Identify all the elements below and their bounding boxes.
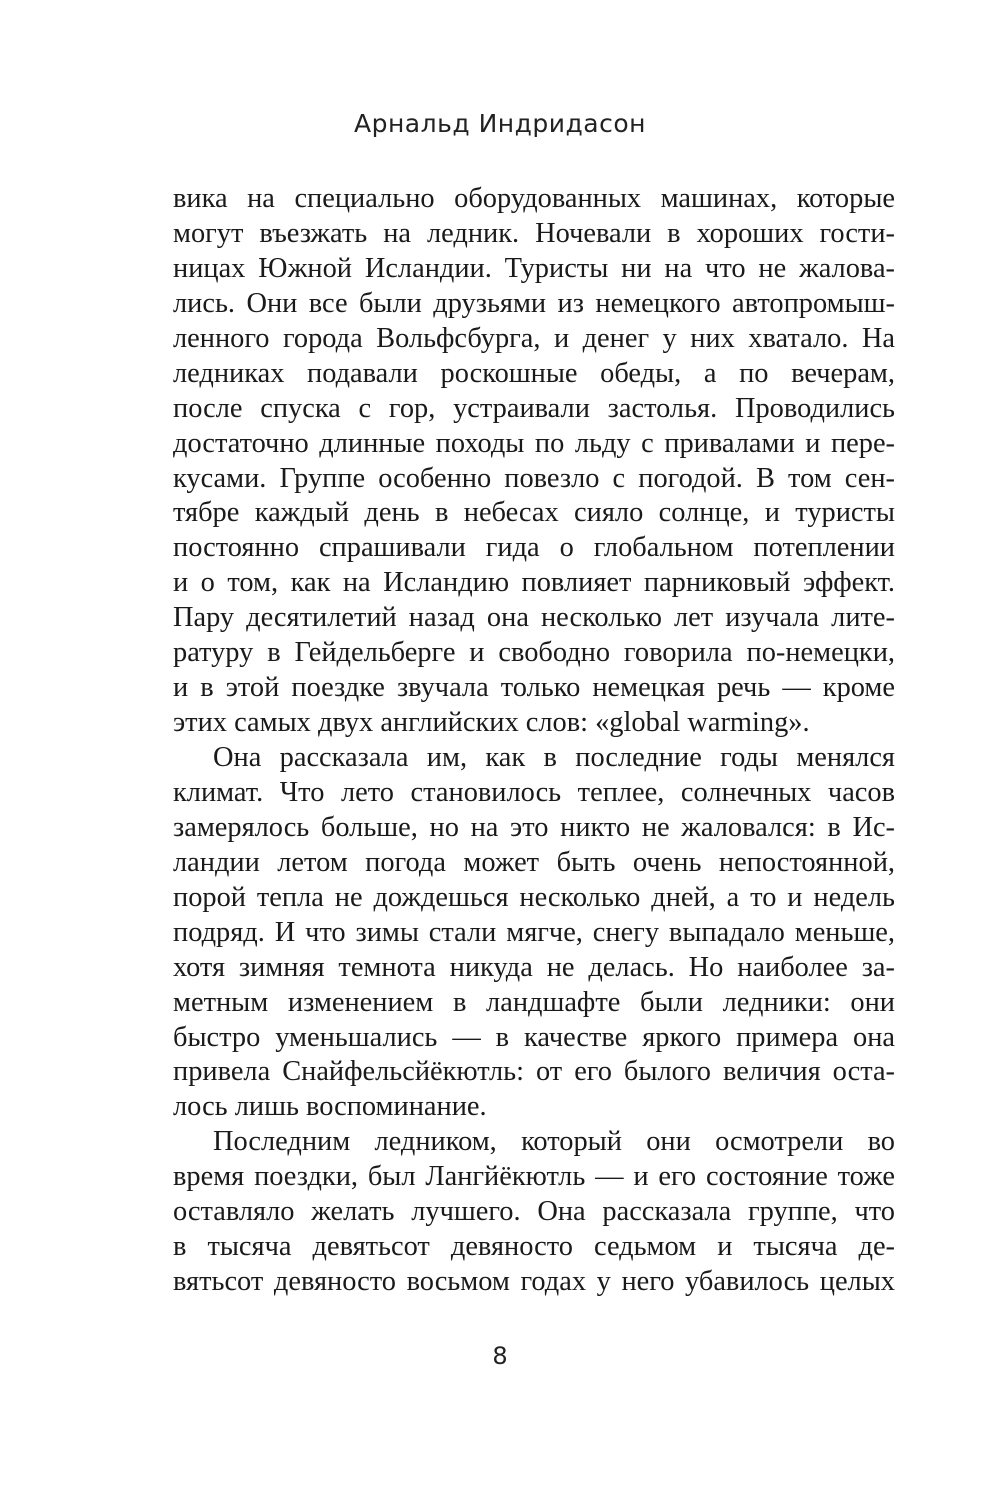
text-line: лось лишь воспоминание. <box>173 1091 487 1123</box>
text-line: этих самых двух английских слов: «global warming». <box>173 707 810 739</box>
text-line: вятьсот девяносто восьмом годах у него убавилось целых <box>173 1266 895 1298</box>
text-line: и о том, как на Исландию повлияет парниковый эффект. <box>173 567 895 599</box>
text-line: подряд. И что зимы стали мягче, снегу выпадало меньше, <box>173 916 895 948</box>
text-line: Пару десятилетий назад она несколько лет изучала лите- <box>173 602 895 634</box>
text-line: ленного города Вольфсбурга, и денег у них хватало. На <box>173 322 895 354</box>
text-line: метным изменением в ландшафте были ледники: они <box>173 986 895 1018</box>
text-line: вика на специально оборудованных машинах, которые <box>173 183 895 214</box>
text-line: климат. Что лето становилось теплее, солнечных часов <box>173 776 895 808</box>
text-line: кусами. Группе особенно повезло с погодой. В том сен- <box>173 462 895 494</box>
text-line: ледниках подавали роскошные обеды, а по вечерам, <box>173 357 895 389</box>
text-line: могут въезжать на ледник. Ночевали в хороших гости- <box>173 217 895 249</box>
text-line: замерялось больше, но на это никто не жаловался: в Ис- <box>173 811 895 843</box>
text-line: время поездки, был Лангйёкютль — и его состояние тоже <box>173 1161 895 1193</box>
text-line: порой тепла не дождешься несколько дней, а то и недель <box>173 881 895 913</box>
text-line: в тысяча девятьсот девяносто седьмом и тысяча де- <box>173 1231 895 1263</box>
text-line: постоянно спрашивали гида о глобальном потеплении <box>173 532 895 564</box>
text-line: Последним ледником, который они осмотрели во <box>213 1126 895 1158</box>
text-line: лись. Они все были друзьями из немецкого автопромыш- <box>173 287 895 319</box>
text-line: оставляло желать лучшего. Она рассказала группе, что <box>173 1196 895 1228</box>
text-line: быстро уменьшались — в качестве яркого примера она <box>173 1021 895 1053</box>
text-line: ратуру в Гейдельберге и свободно говорила по-немецки, <box>173 637 895 669</box>
text-line: и в этой поездке звучала только немецкая речь — кроме <box>173 672 895 704</box>
text-line: после спуска с гор, устраивали застолья. Проводились <box>173 392 895 424</box>
text-line: тябре каждый день в небесах сияло солнце, и туристы <box>173 497 895 529</box>
text-line: ландии летом погода может быть очень непостоянной, <box>173 846 895 878</box>
body-text <box>173 182 895 1300</box>
running-head: Арнальд Индридасон <box>353 109 647 138</box>
text-line: достаточно длинные походы по льду с привалами и пере- <box>173 427 895 459</box>
text-line: ницах Южной Исландии. Туристы ни на что не жалова- <box>173 252 895 284</box>
text-line: Она рассказала им, как в последние годы менялся <box>213 742 895 773</box>
text-line: привела Снайфельсйёкютль: от его былого величия оста- <box>173 1056 895 1088</box>
text-line: хотя зимняя темнота никуда не делась. Но наиболее за- <box>173 951 895 983</box>
page-number: 8 <box>492 1342 508 1370</box>
